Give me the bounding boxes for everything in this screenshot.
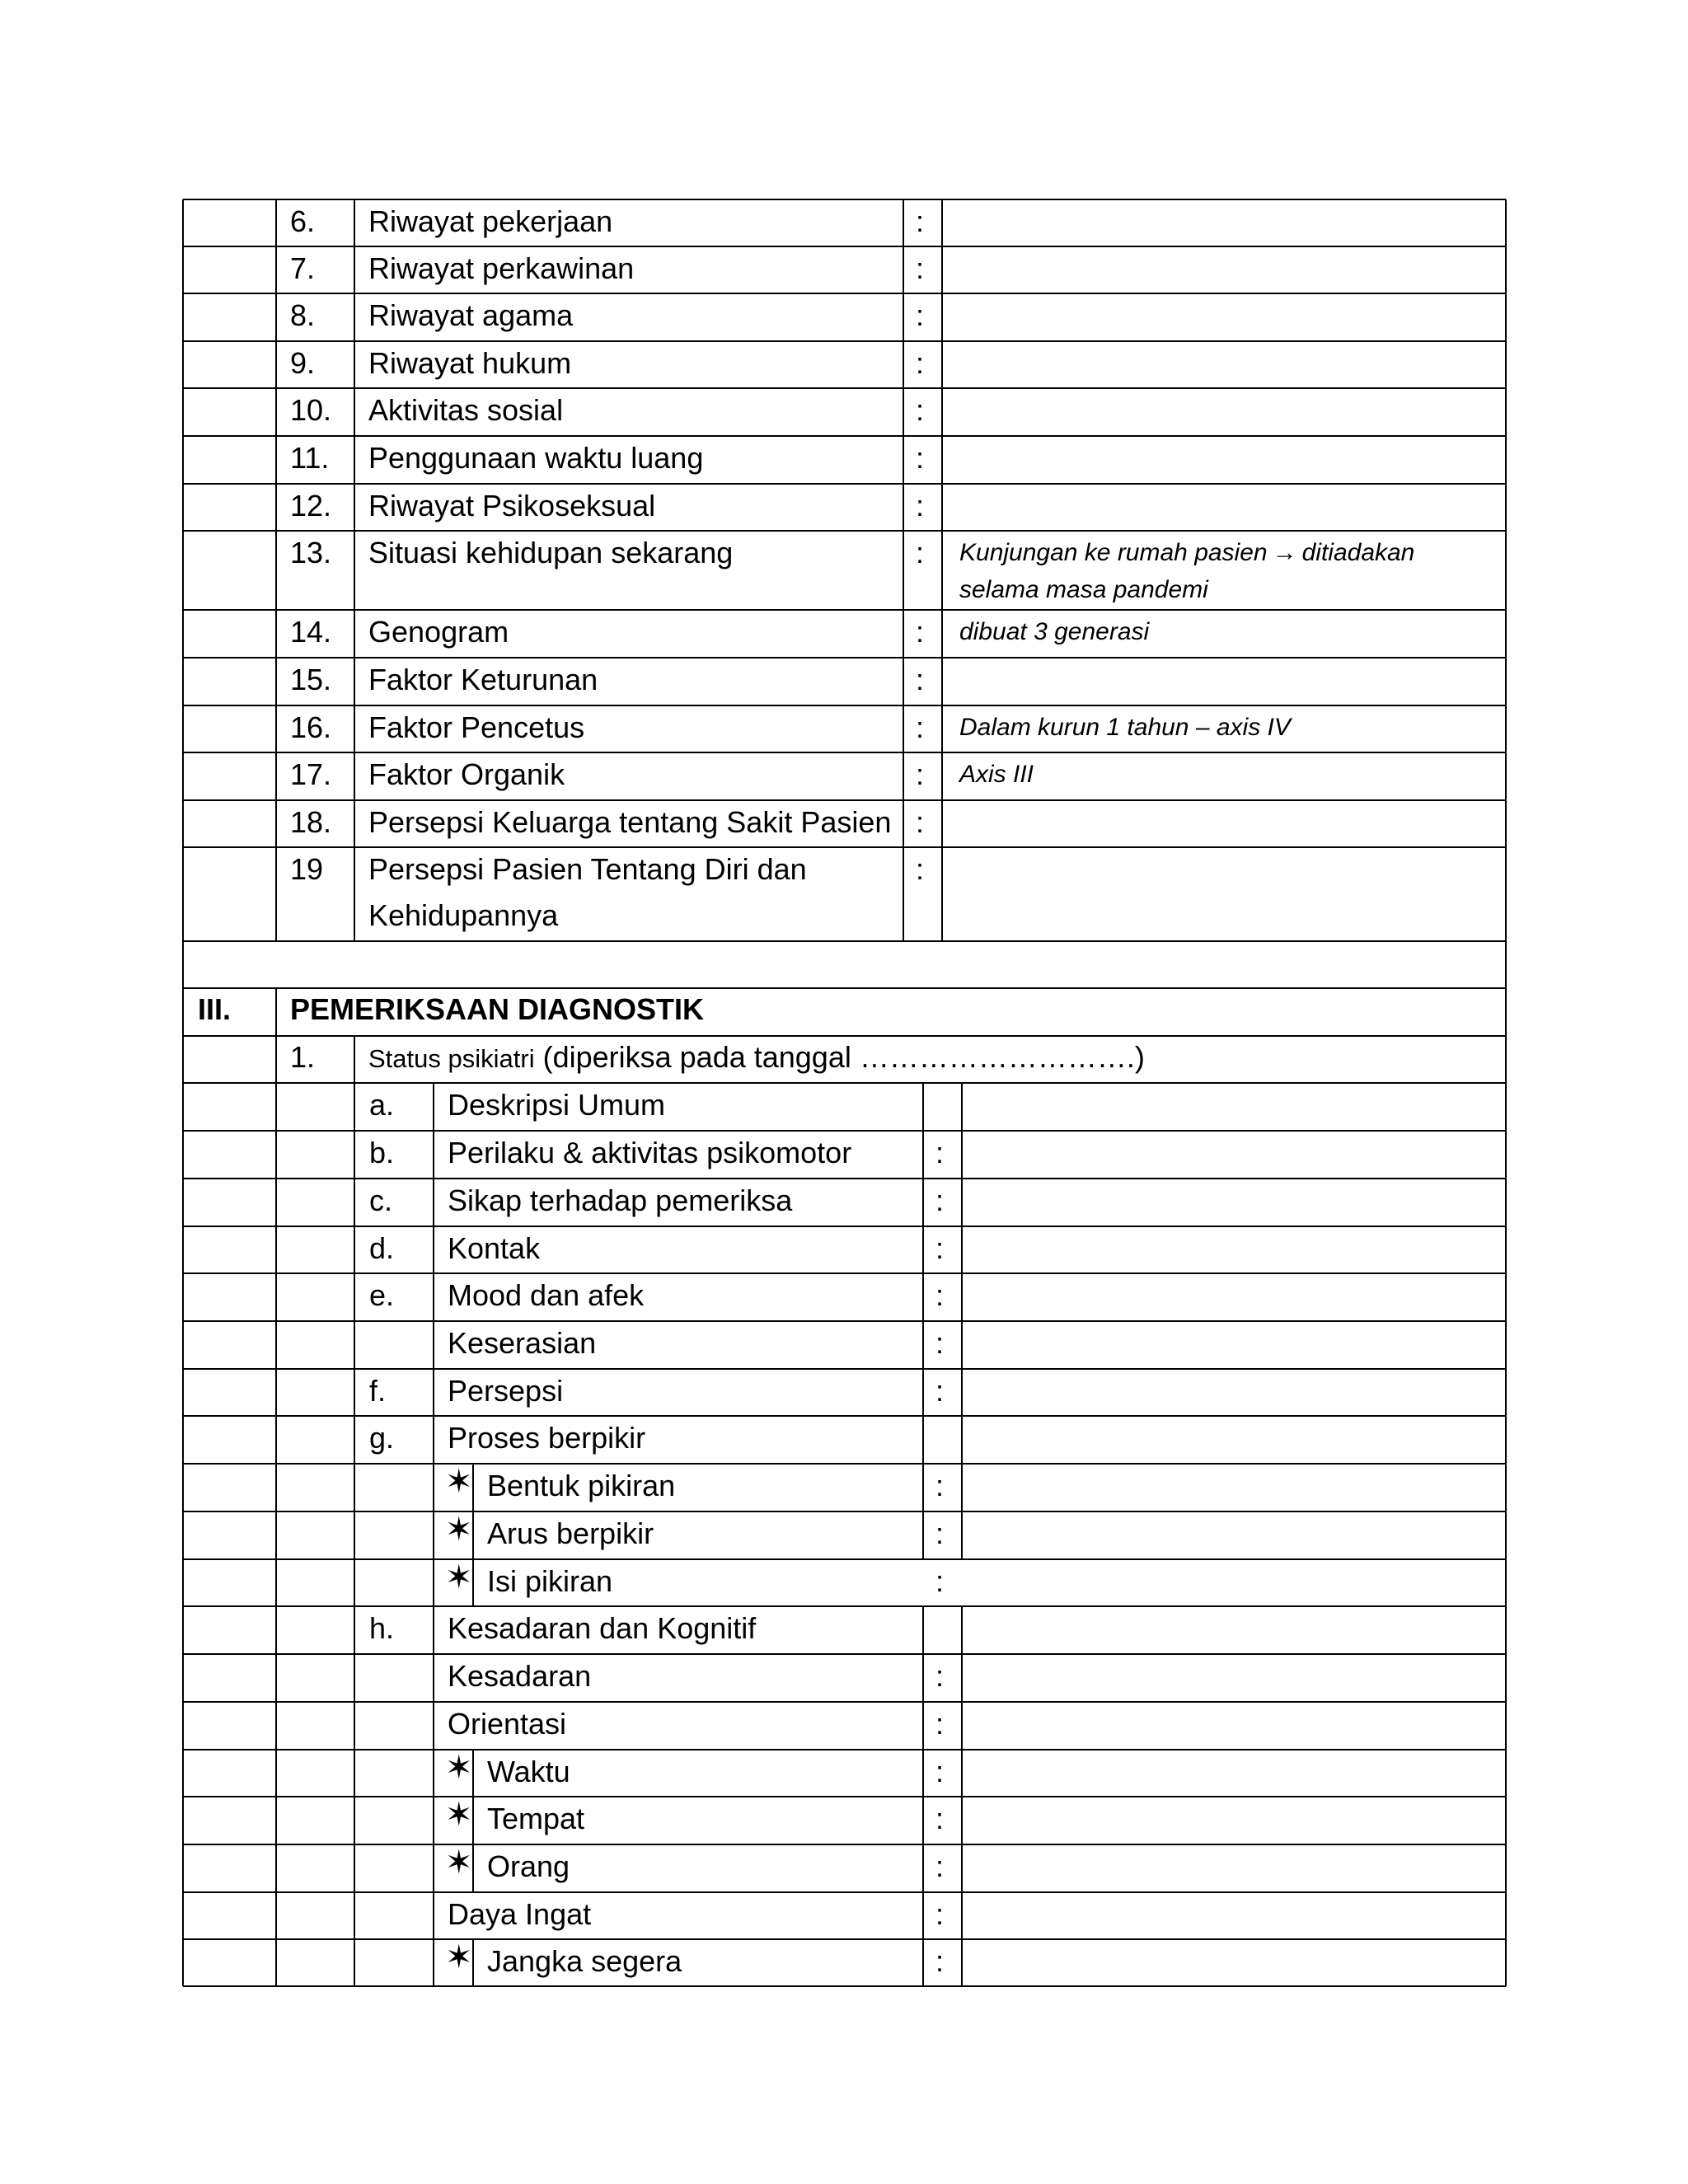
history-note-text-after: ditiadakan <box>1301 539 1415 566</box>
history-colon: : <box>916 710 925 744</box>
bullet-star-icon: ✶ <box>445 1797 473 1833</box>
exam-colon: : <box>935 1374 945 1408</box>
history-colon: : <box>916 615 925 649</box>
history-note-text: Kunjungan ke rumah pasien <box>959 539 1268 566</box>
history-label: Penggunaan waktu luang <box>368 441 704 475</box>
status-label <box>368 1034 1145 1082</box>
exam-label: Isi pikiran <box>487 1564 613 1598</box>
history-number: 18. <box>290 805 332 839</box>
exam-letter: f. <box>369 1374 387 1408</box>
history-colon: : <box>916 757 925 791</box>
bullet-star-icon: ✶ <box>445 1939 473 1975</box>
exam-colon: : <box>935 1659 945 1693</box>
history-colon: : <box>916 536 925 569</box>
history-number: 13. <box>290 536 332 569</box>
exam-colon: : <box>935 1944 945 1978</box>
exam-label: Sikap terhadap pemeriksa <box>448 1183 793 1217</box>
exam-colon: : <box>935 1802 945 1835</box>
section-title: PEMERIKSAAN DIAGNOSTIK <box>290 992 705 1026</box>
history-number: 8. <box>290 298 316 332</box>
exam-label: Jangka segera <box>487 1944 682 1978</box>
history-label: Aktivitas sosial <box>368 393 564 427</box>
exam-label: Proses berpikir <box>448 1421 646 1455</box>
history-number: 17. <box>290 757 332 791</box>
history-note-line2: selama masa pandemi <box>959 576 1208 603</box>
arrow-right-icon: → <box>1272 539 1297 566</box>
exam-colon: : <box>935 1849 945 1883</box>
status-label-main: Status psikiatri <box>368 1044 535 1073</box>
exam-colon: : <box>935 1516 945 1550</box>
history-colon: : <box>916 251 925 285</box>
history-colon: : <box>916 204 925 238</box>
exam-label: Orang <box>487 1849 570 1883</box>
exam-label: Waktu <box>487 1755 570 1788</box>
history-number: 19 <box>290 852 324 886</box>
bullet-star-icon: ✶ <box>445 1844 473 1881</box>
history-label: Persepsi Keluarga tentang Sakit Pasien <box>368 805 892 839</box>
bullet-star-icon: ✶ <box>445 1511 473 1548</box>
history-label: Riwayat pekerjaan <box>368 204 613 238</box>
exam-colon: : <box>935 1897 945 1931</box>
history-label: Persepsi Pasien Tentang Diri dan <box>368 852 807 886</box>
exam-label: Deskripsi Umum <box>448 1088 666 1122</box>
exam-colon: : <box>935 1326 945 1360</box>
history-label: Faktor Pencetus <box>368 710 585 744</box>
history-number: 14. <box>290 615 332 649</box>
history-note: dibuat 3 generasi <box>959 618 1150 645</box>
exam-colon: : <box>935 1469 945 1502</box>
history-number: 15. <box>290 663 332 696</box>
exam-colon: : <box>935 1755 945 1788</box>
status-label-date: (diperiksa pada tanggal ……………………….) <box>542 1040 1145 1074</box>
status-number: 1. <box>290 1040 316 1074</box>
history-note: Axis III <box>959 761 1034 788</box>
exam-colon: : <box>935 1707 945 1741</box>
exam-colon: : <box>935 1183 945 1217</box>
history-number: 11. <box>290 441 330 475</box>
history-number: 12. <box>290 489 332 523</box>
exam-letter: c. <box>369 1183 393 1217</box>
exam-colon: : <box>935 1231 945 1265</box>
history-colon: : <box>916 805 925 839</box>
exam-label: Bentuk pikiran <box>487 1469 676 1502</box>
exam-label: Tempat <box>487 1802 585 1835</box>
exam-label: Mood dan afek <box>448 1278 645 1312</box>
section-roman: III. <box>198 992 232 1026</box>
history-note: Dalam kurun 1 tahun – axis IV <box>959 714 1291 741</box>
history-number: 6. <box>290 204 316 238</box>
history-number: 10. <box>290 393 332 427</box>
history-label: Faktor Organik <box>368 757 565 791</box>
bullet-star-icon: ✶ <box>445 1559 473 1596</box>
history-note <box>959 534 1414 572</box>
exam-letter: e. <box>369 1278 395 1312</box>
exam-label: Orientasi <box>448 1707 567 1741</box>
exam-letter: g. <box>369 1421 395 1455</box>
history-colon: : <box>916 298 925 332</box>
history-label: Genogram <box>368 615 509 649</box>
exam-colon: : <box>935 1136 945 1169</box>
history-colon: : <box>916 489 925 523</box>
history-label: Riwayat hukum <box>368 346 572 380</box>
history-number: 16. <box>290 710 332 744</box>
exam-label: Perilaku & aktivitas psikomotor <box>448 1136 852 1169</box>
history-label: Situasi kehidupan sekarang <box>368 536 734 569</box>
exam-label: Keserasian <box>448 1326 597 1360</box>
exam-label: Persepsi <box>448 1374 564 1408</box>
exam-colon: : <box>935 1564 945 1598</box>
history-number: 7. <box>290 251 316 285</box>
exam-label: Daya Ingat <box>448 1897 592 1931</box>
history-label: Riwayat Psikoseksual <box>368 489 656 523</box>
exam-letter: d. <box>369 1231 395 1265</box>
bullet-star-icon: ✶ <box>445 1464 473 1500</box>
exam-label: Kesadaran <box>448 1659 592 1693</box>
history-colon: : <box>916 852 925 886</box>
exam-colon: : <box>935 1278 945 1312</box>
history-label-line2: Kehidupannya <box>368 898 559 932</box>
history-label: Faktor Keturunan <box>368 663 598 696</box>
exam-letter: h. <box>369 1611 395 1645</box>
exam-letter: a. <box>369 1088 395 1122</box>
exam-label: Kontak <box>448 1231 541 1265</box>
exam-label: Kesadaran dan Kognitif <box>448 1611 757 1645</box>
history-colon: : <box>916 441 925 475</box>
history-colon: : <box>916 346 925 380</box>
history-number: 9. <box>290 346 316 380</box>
history-colon: : <box>916 393 925 427</box>
history-label: Riwayat agama <box>368 298 574 332</box>
exam-label: Arus berpikir <box>487 1516 654 1550</box>
bullet-star-icon: ✶ <box>445 1750 473 1786</box>
exam-letter: b. <box>369 1136 395 1169</box>
history-label: Riwayat perkawinan <box>368 251 635 285</box>
history-colon: : <box>916 663 925 696</box>
